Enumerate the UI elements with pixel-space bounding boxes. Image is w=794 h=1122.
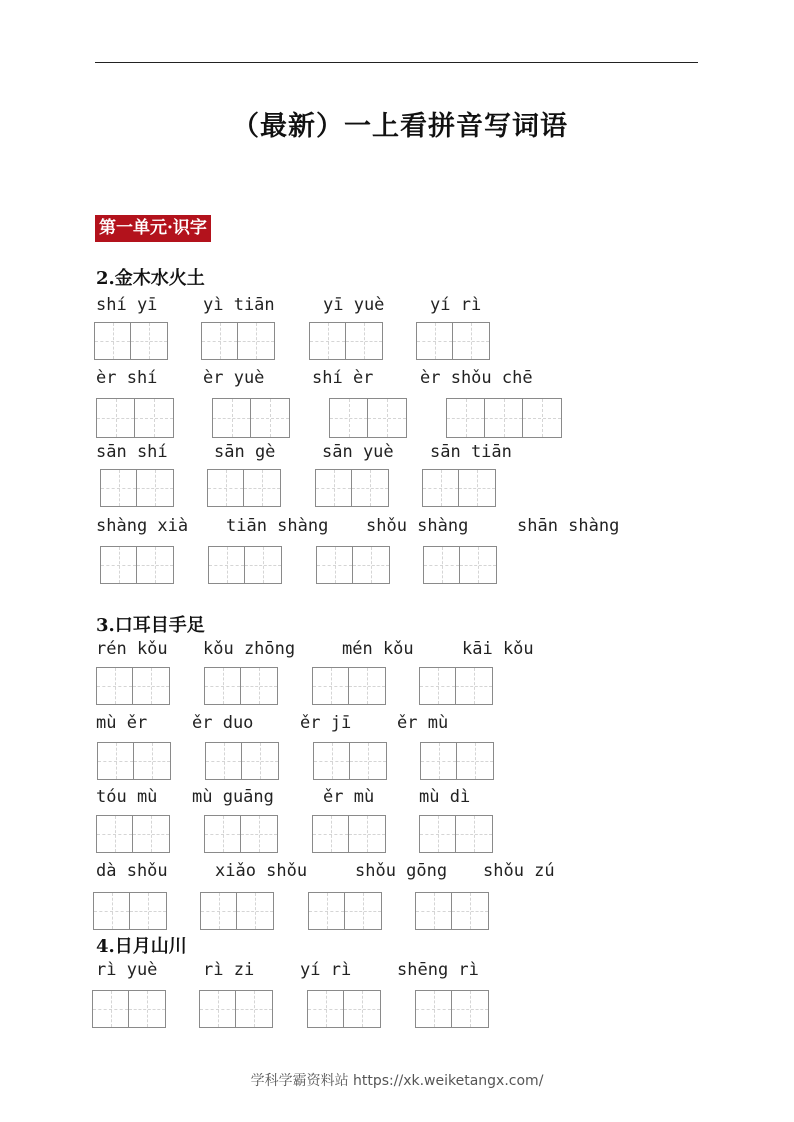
pinyin-label: mù ěr bbox=[96, 713, 148, 733]
page-title: （最新）一上看拼音写词语 bbox=[232, 111, 568, 142]
writing-grid[interactable] bbox=[416, 322, 490, 360]
pinyin-label: shàng xià bbox=[96, 516, 189, 536]
writing-grid[interactable] bbox=[422, 469, 496, 507]
pinyin-label: yì tiān bbox=[203, 295, 275, 315]
section-heading: 3.口耳目手足 bbox=[96, 615, 205, 636]
writing-grid[interactable] bbox=[96, 398, 174, 438]
pinyin-label: rì yuè bbox=[96, 960, 158, 980]
pinyin-label: mén kǒu bbox=[342, 639, 414, 659]
pinyin-label: tóu mù bbox=[96, 787, 158, 807]
writing-grid[interactable] bbox=[100, 546, 174, 584]
pinyin-label: kāi kǒu bbox=[462, 639, 534, 659]
pinyin-label: èr shí bbox=[96, 368, 158, 388]
writing-grid[interactable] bbox=[204, 815, 278, 853]
writing-grid[interactable] bbox=[315, 469, 389, 507]
writing-grid[interactable] bbox=[201, 322, 275, 360]
writing-grid[interactable] bbox=[94, 322, 168, 360]
writing-grid[interactable] bbox=[207, 469, 281, 507]
top-rule bbox=[95, 62, 698, 63]
pinyin-label: sān gè bbox=[214, 442, 276, 462]
section-heading: 2.金木水火土 bbox=[96, 268, 205, 289]
unit-badge: 第一单元·识字 bbox=[95, 215, 211, 242]
pinyin-label: èr shǒu chē bbox=[420, 368, 533, 388]
writing-grid[interactable] bbox=[200, 892, 274, 930]
writing-grid[interactable] bbox=[316, 546, 390, 584]
pinyin-label: sān shí bbox=[96, 442, 168, 462]
pinyin-label: sān yuè bbox=[322, 442, 394, 462]
pinyin-label: xiǎo shǒu bbox=[215, 861, 308, 881]
writing-grid[interactable] bbox=[309, 322, 383, 360]
writing-grid[interactable] bbox=[100, 469, 174, 507]
writing-grid[interactable] bbox=[446, 398, 562, 438]
writing-grid[interactable] bbox=[419, 815, 493, 853]
writing-grid[interactable] bbox=[97, 742, 171, 780]
section-heading: 4.日月山川 bbox=[96, 936, 187, 957]
writing-grid[interactable] bbox=[204, 667, 278, 705]
footer-watermark: 学科学霸资料站 https://xk.weiketangx.com/ bbox=[250, 1073, 544, 1089]
pinyin-label: tiān shàng bbox=[226, 516, 329, 536]
writing-grid[interactable] bbox=[415, 990, 489, 1028]
writing-grid[interactable] bbox=[415, 892, 489, 930]
pinyin-label: èr yuè bbox=[203, 368, 265, 388]
pinyin-label: ěr mù bbox=[397, 713, 449, 733]
writing-grid[interactable] bbox=[312, 667, 386, 705]
writing-grid[interactable] bbox=[312, 815, 386, 853]
pinyin-label: shēng rì bbox=[397, 960, 479, 980]
writing-grid[interactable] bbox=[212, 398, 290, 438]
writing-grid[interactable] bbox=[93, 892, 167, 930]
pinyin-label: sān tiān bbox=[430, 442, 512, 462]
pinyin-label: shǒu shàng bbox=[366, 516, 469, 536]
pinyin-label: mù dì bbox=[419, 787, 471, 807]
pinyin-label: ěr duo bbox=[192, 713, 254, 733]
pinyin-label: yí rì bbox=[430, 295, 482, 315]
pinyin-label: kǒu zhōng bbox=[203, 639, 296, 659]
writing-grid[interactable] bbox=[420, 742, 494, 780]
writing-grid[interactable] bbox=[96, 815, 170, 853]
pinyin-label: shí yī bbox=[96, 295, 158, 315]
pinyin-label: dà shǒu bbox=[96, 861, 168, 881]
writing-grid[interactable] bbox=[308, 892, 382, 930]
pinyin-label: rì zi bbox=[203, 960, 255, 980]
writing-grid[interactable] bbox=[205, 742, 279, 780]
writing-grid[interactable] bbox=[419, 667, 493, 705]
pinyin-label: shí èr bbox=[312, 368, 374, 388]
pinyin-label: shǒu zú bbox=[483, 861, 555, 881]
writing-grid[interactable] bbox=[199, 990, 273, 1028]
writing-grid[interactable] bbox=[92, 990, 166, 1028]
pinyin-label: ěr mù bbox=[323, 787, 375, 807]
pinyin-label: yí rì bbox=[300, 960, 352, 980]
writing-grid[interactable] bbox=[313, 742, 387, 780]
writing-grid[interactable] bbox=[307, 990, 381, 1028]
pinyin-label: shǒu gōng bbox=[355, 861, 448, 881]
pinyin-label: yī yuè bbox=[323, 295, 385, 315]
writing-grid[interactable] bbox=[329, 398, 407, 438]
writing-grid[interactable] bbox=[423, 546, 497, 584]
pinyin-label: ěr jī bbox=[300, 713, 352, 733]
writing-grid[interactable] bbox=[96, 667, 170, 705]
pinyin-label: rén kǒu bbox=[96, 639, 168, 659]
writing-grid[interactable] bbox=[208, 546, 282, 584]
pinyin-label: shān shàng bbox=[517, 516, 620, 536]
pinyin-label: mù guāng bbox=[192, 787, 274, 807]
